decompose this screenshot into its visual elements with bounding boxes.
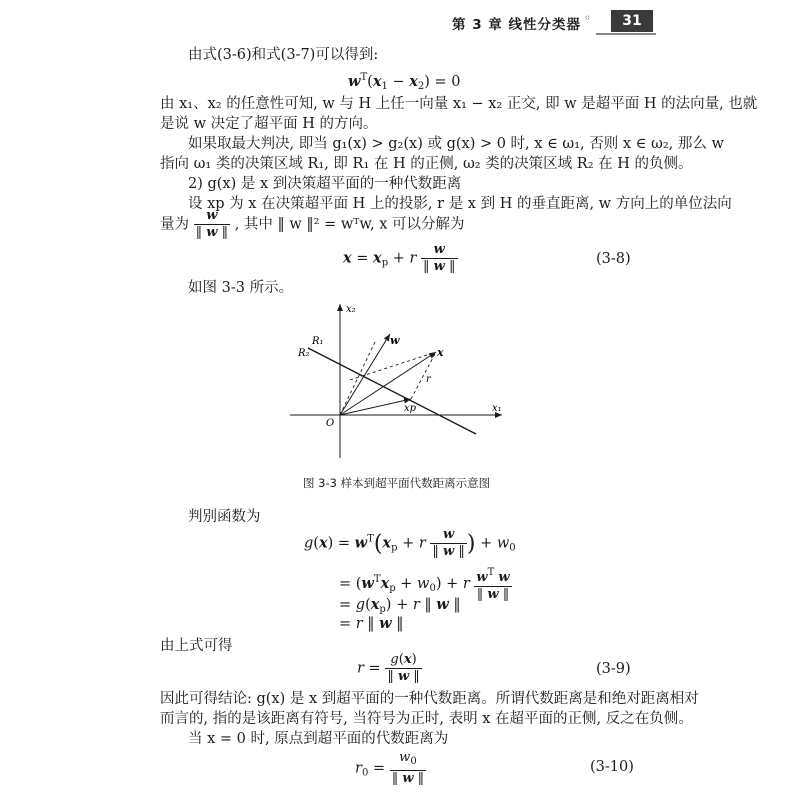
paragraph-normal-vector-1: 由 x₁、x₂ 的任意性可知, w 与 H 上任一向量 x₁ − x₂ 正交, 即 w 是超平面 H 的法向量, 也就 xyxy=(160,96,758,112)
running-header-chapter: 第 3 章 线性分类器 xyxy=(452,17,581,33)
label-R1: R₁ xyxy=(312,336,324,347)
header-rule xyxy=(596,33,656,35)
paragraph-hence: 由上式可得 xyxy=(160,638,233,654)
equation-3-9: r = $\frac{g(x)}{‖ w ‖}$ xyxy=(357,652,420,684)
equation-number-3-8: (3-8) xyxy=(596,251,631,267)
equation-3-8: $x = x_p + r$ $\frac{w}{‖ w ‖}$ xyxy=(343,242,456,274)
label-x: x xyxy=(437,346,444,359)
paragraph-normal-vector-2: 是说 w 决定了超平面 H 的方向。 xyxy=(160,116,378,132)
paragraph-see-figure: 如图 3-3 所示。 xyxy=(188,280,294,296)
equation-derivation-line-1: $g(x) = w^T(x_p + r$ $\frac{w}{‖ w ‖}$ ) + $w_0$ xyxy=(304,527,516,559)
paragraph-decision-1: 如果取最大判决, 即当 g₁(x) > g₂(x) 或 g(x) > 0 时, x ∈ ω₁, 否则 x ∈ ω₂, 那么 w xyxy=(188,136,724,152)
label-R2: R₂ xyxy=(298,348,310,359)
equation-number-3-9: (3-9) xyxy=(596,661,631,677)
label-xp: xp xyxy=(404,403,417,414)
label-w: w xyxy=(390,334,400,347)
label-origin: O xyxy=(326,418,335,429)
text-fragment: , 其中 ‖ w ‖² = wᵀw, x 可以分解为 xyxy=(234,216,465,233)
equation-derivation-line-3: = $g(x_p) + r$ ‖ w ‖ xyxy=(339,596,461,615)
unit-normal-fraction: $\frac{w}{‖ w ‖}$ xyxy=(195,208,229,240)
paragraph-conclusion-2: 而言的, 指的是该距离有符号, 当符号为正时, 表明 x 在超平面的正侧, 反之在负侧。 xyxy=(160,711,693,727)
equation-3-10: $r_0$ = $\frac{w_0}{‖ w ‖}$ xyxy=(355,750,425,786)
section-heading-algebraic-distance: 2) g(x) 是 x 到决策超平面的一种代数距离 xyxy=(188,176,462,192)
label-x2: x₂ xyxy=(346,304,356,315)
w-vector xyxy=(340,334,390,415)
text-fragment: 量为 xyxy=(160,216,189,233)
equation-orthogonal: $w^T(x_1 - x_2) = 0$ xyxy=(348,72,461,92)
equation-number-3-10: (3-10) xyxy=(590,759,634,775)
label-r: r xyxy=(426,374,431,385)
paragraph-projection-2 xyxy=(160,208,465,241)
figure-3-3 xyxy=(280,298,520,458)
paragraph-origin-distance: 当 x = 0 时, 原点到超平面的代数距离为 xyxy=(188,731,449,747)
xp-vector xyxy=(340,399,411,415)
equation-derivation-line-2: = $(w^Tx_p + w_0) + r$ $\frac{w^T w}{‖ w ‖}$ xyxy=(339,567,510,602)
paragraph-decision-2: 指向 ω₁ 类的决策区域 R₁, 即 R₁ 在 H 的正侧, ω₂ 类的决策区域 R₂ 在 H 的负侧。 xyxy=(160,156,693,172)
paragraph-conclusion-1: 因此可得结论: g(x) 是 x 到超平面的一种代数距离。所谓代数距离是和绝对距离相对 xyxy=(160,691,699,707)
equation-derivation-line-4: = r ‖ w ‖ xyxy=(339,615,404,632)
page-number: 31 xyxy=(611,10,653,32)
paragraph-intro: 由式(3-6)和式(3-7)可以得到: xyxy=(188,47,379,63)
label-x1: x₁ xyxy=(492,403,502,414)
header-circle-glyph: ◦ xyxy=(584,11,592,25)
figure-caption: 图 3-3 样本到超平面代数距离示意图 xyxy=(303,476,491,490)
paragraph-discriminant: 判别函数为 xyxy=(188,509,261,525)
paragraph-projection-1: 设 xp 为 x 在决策超平面 H 上的投影, r 是 x 到 H 的垂直距离, w 方向上的单位法向 xyxy=(188,196,732,212)
